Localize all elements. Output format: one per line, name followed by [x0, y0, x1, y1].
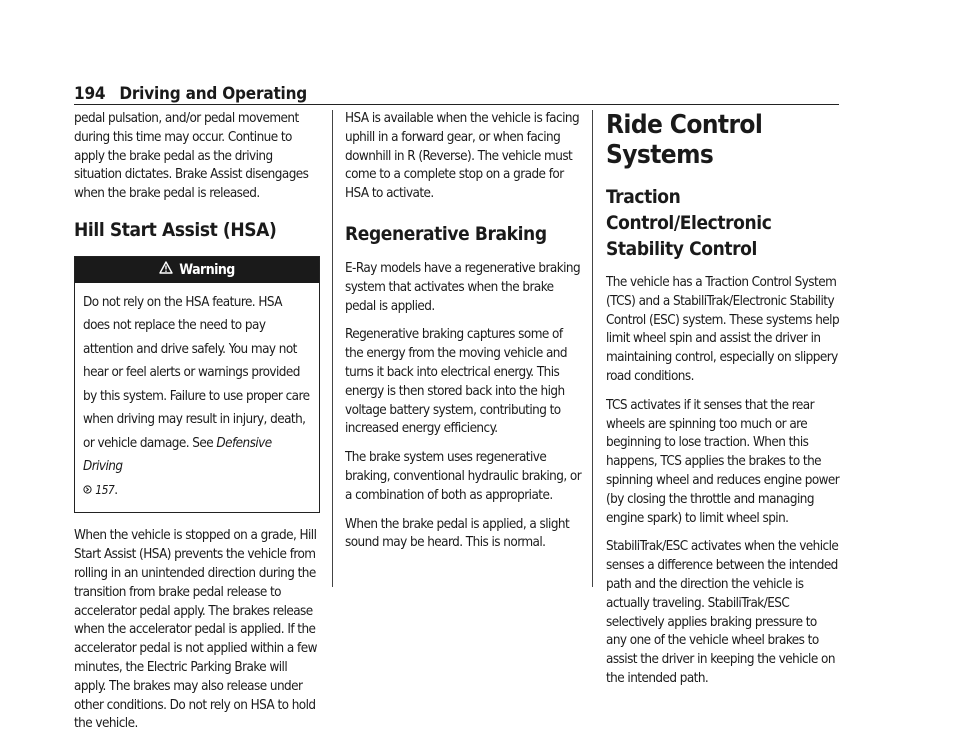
- warning-body: Do not rely on the HSA feature. HSA does not replace the need to pay attention and drive safely. You may not hear or feel alerts or warnings provided by this system. Failure to use proper care when driving may result in injury, death, or vehicle damage. See Defensive Driving 157.: [83, 294, 310, 498]
- traction-control-heading: Traction Control/Electronic Stability Control: [606, 186, 772, 260]
- warning-header: [75, 257, 319, 283]
- section-title: Driving and Operating: [119, 84, 308, 104]
- tcs-paragraph-1: The vehicle has a Traction Control System (TCS) and a StabiliTrak/Electronic Stability Control (ESC) system. These systems help limit wheel spin and assist the driver in maintaining control, especially on slippery road conditions.: [606, 275, 840, 384]
- page-number: 194: [74, 84, 106, 104]
- regen-paragraph-4: When the brake pedal is applied, a slight sound may be heard. This is normal.: [345, 516, 570, 551]
- column-3: [606, 110, 840, 699]
- warning-box: [74, 256, 320, 514]
- regen-paragraph-1: E-Ray models have a regenerative braking system that activates when the brake pedal is applied.: [345, 260, 581, 314]
- hsa-continued-paragraph: HSA is available when the vehicle is facing uphill in a forward gear, or when facing downhill in R (Reverse). The vehicle must come to a complete stop on a grade for HSA to activate.: [345, 111, 580, 202]
- column-1: [74, 110, 320, 744]
- hsa-heading: Hill Start Assist (HSA): [74, 218, 277, 241]
- column-divider-1: [332, 110, 333, 587]
- column-divider-2: [592, 110, 593, 587]
- warning-title: Warning: [179, 261, 235, 278]
- warning-triangle-icon: [159, 261, 173, 280]
- tcs-paragraph-2: TCS activates if it senses that the rear wheels are spinning too much or are beginning to lose traction. When this happens, TCS applies the brakes to the spinning wheel and reduces engine power (by closing the throttle and managing engine spark) to limit wheel spin.: [606, 397, 840, 526]
- page-reference-arrow-icon: [83, 483, 95, 498]
- column-2: [345, 110, 583, 563]
- regenerative-braking-heading: Regenerative Braking: [345, 222, 547, 245]
- defensive-driving-link[interactable]: Defensive Driving: [83, 435, 272, 475]
- page-reference[interactable]: 157: [95, 482, 115, 497]
- regen-paragraph-2: Regenerative braking captures some of the energy from the moving vehicle and turns it back into electrical energy. This energy is then stored back into the high voltage battery system, contributing to increased energy efficiency.: [345, 327, 567, 437]
- page-header: [74, 84, 307, 104]
- hsa-paragraph: When the vehicle is stopped on a grade, Hill Start Assist (HSA) prevents the vehicle from rolling in an unintended direction during the transition from brake pedal release to accelerator pedal apply. The brakes release when the accelerator pedal is applied. If the accelerator pedal is not applied within a few minutes, the Electric Parking Brake will apply. The brakes may also release under other conditions. Do not rely on HSA to hold the vehicle.: [74, 528, 317, 732]
- warning-text: Do not rely on the HSA feature. HSA does not replace the need to pay attention and drive safely. You may not hear or feel alerts or warnings provided by this system. Failure to use proper care when driving may result in injury, death, or vehicle damage. See: [83, 294, 310, 451]
- esc-paragraph: StabiliTrak/ESC activates when the vehicle senses a difference between the intended path and the direction the vehicle is actually traveling. StabiliTrak/ESC selectively applies braking pressure to any one of the vehicle wheel brakes to assist the driver in keeping the vehicle on the intended path.: [606, 539, 839, 686]
- regen-paragraph-3: The brake system uses regenerative braking, conventional hydraulic braking, or a combination of both as appropriate.: [345, 450, 582, 503]
- header-divider: [74, 104, 839, 105]
- ride-control-heading: Ride Control Systems: [606, 110, 763, 170]
- intro-paragraph: pedal pulsation, and/or pedal movement during this time may occur. Continue to apply the brake pedal as the driving situation dictates. Brake Assist disengages when the brake pedal is released.: [74, 111, 309, 202]
